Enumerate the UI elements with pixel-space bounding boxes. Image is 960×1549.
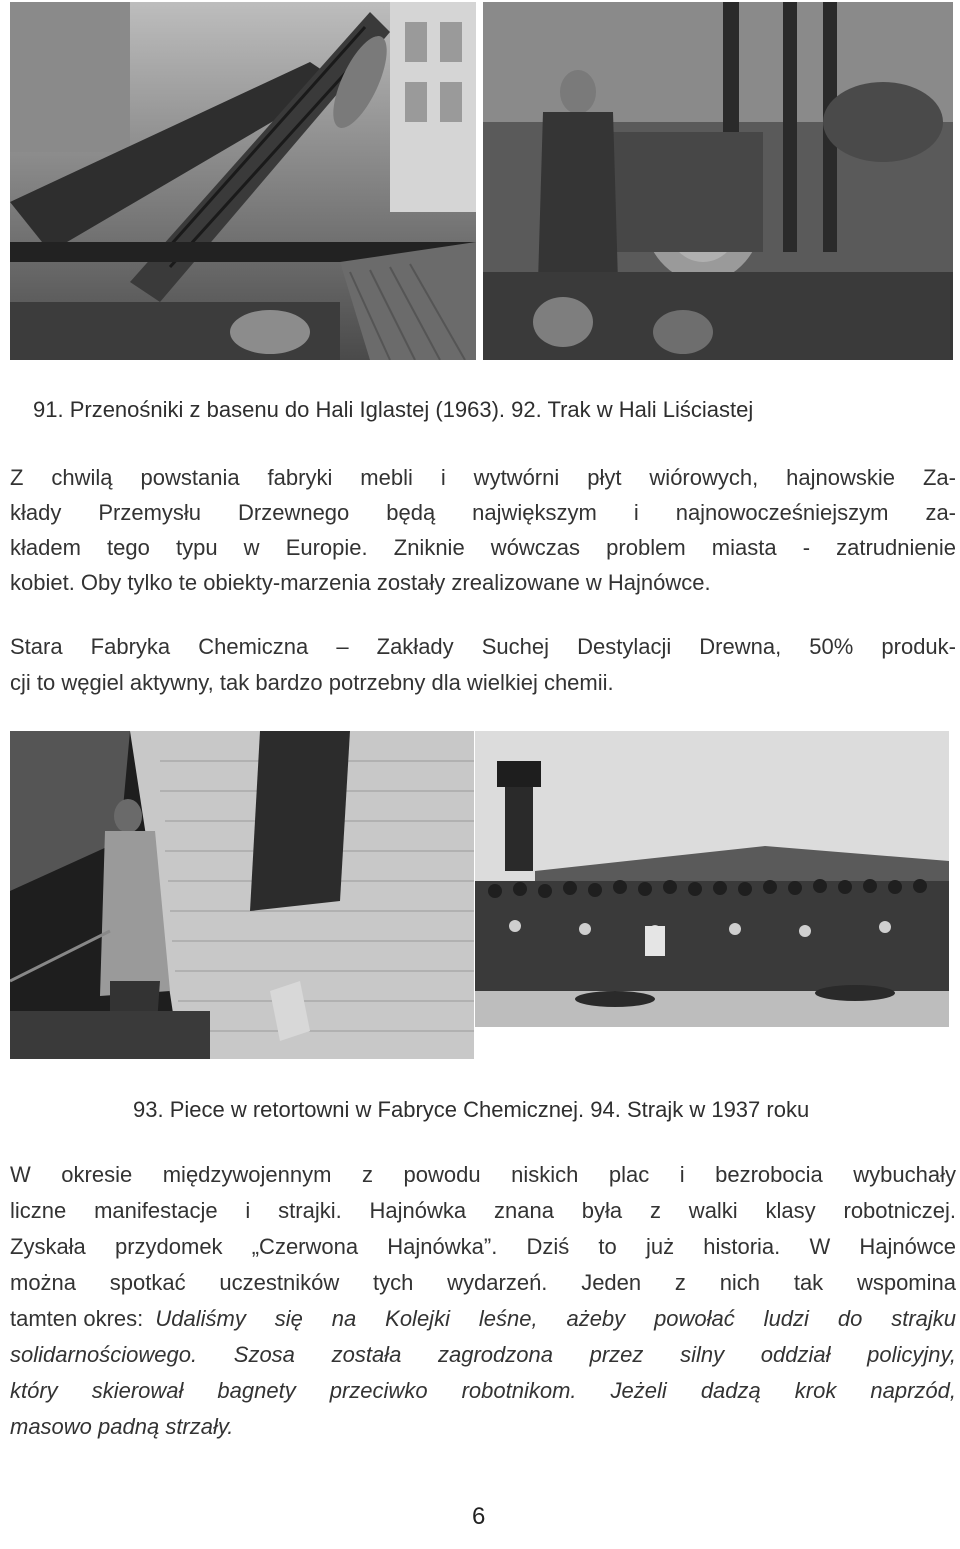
- paragraph-line: W okresie międzywojennym z powodu niskich plac i bezrobocia wybuchały: [10, 1162, 956, 1187]
- photo-92-sawmill: [483, 2, 953, 360]
- paragraph-line: cji to węgiel aktywny, tak bardzo potrzebny dla wielkiej chemii.: [10, 670, 614, 695]
- paragraph-line: Stara Fabryka Chemiczna – Zakłady Suchej Destylacji Drewna, 50% produk-: [10, 634, 956, 659]
- quote-text: Udaliśmy się na Kolejki leśne, ażeby powołać ludzi do strajku: [155, 1306, 956, 1331]
- photo-94-strike-1937: [475, 731, 949, 1027]
- paragraph-line: Zyskała przydomek „Czerwona Hajnówka”. Dziś to już historia. W Hajnówce: [10, 1234, 956, 1259]
- paragraph-line: Z chwilą powstania fabryki mebli i wytwórni płyt wiórowych, hajnowskie Za-: [10, 465, 956, 490]
- quote-text: który skierował bagnety przeciwko robotnikom. Jeżeli dadzą krok naprzód,: [10, 1378, 956, 1403]
- quote-text: masowo padną strzały.: [10, 1414, 234, 1439]
- paragraph-line-mixed: [10, 1301, 956, 1337]
- paragraph-zaklady-przemyslu: [10, 460, 956, 600]
- paragraph-fabryka-chemiczna: [10, 629, 956, 701]
- paragraph-line: liczne manifestacje i strajki. Hajnówka znana była z walki klasy robotniczej.: [10, 1198, 956, 1223]
- caption-photos-91-92: 91. Przenośniki z basenu do Hali Iglastej (1963). 92. Trak w Hali Liściastej: [33, 397, 754, 422]
- paragraph-text: tamten okres:: [10, 1306, 150, 1331]
- photo-93-retort-furnaces: [10, 731, 474, 1059]
- paragraph-line: kłady Przemysłu Drzewnego będą największym i najnowocześniejszym za-: [10, 500, 956, 525]
- quote-text: solidarnościowego. Szosa została zagrodzona przez silny oddział policyjny,: [10, 1342, 956, 1367]
- caption-photos-93-94: 93. Piece w retortowni w Fabryce Chemicznej. 94. Strajk w 1937 roku: [133, 1097, 810, 1122]
- paragraph-line: można spotkać uczestników tych wydarzeń. Jeden z nich tak wspomina: [10, 1270, 956, 1295]
- photo-91-conveyors: [10, 2, 476, 360]
- paragraph-strajki: [10, 1157, 956, 1445]
- page-number: 6: [472, 1503, 486, 1530]
- paragraph-line: kobiet. Oby tylko te obiekty-marzenia zostały zrealizowane w Hajnówce.: [10, 570, 711, 595]
- paragraph-line: kładem tego typu w Europie. Zniknie wówczas problem miasta - zatrudnienie: [10, 535, 956, 560]
